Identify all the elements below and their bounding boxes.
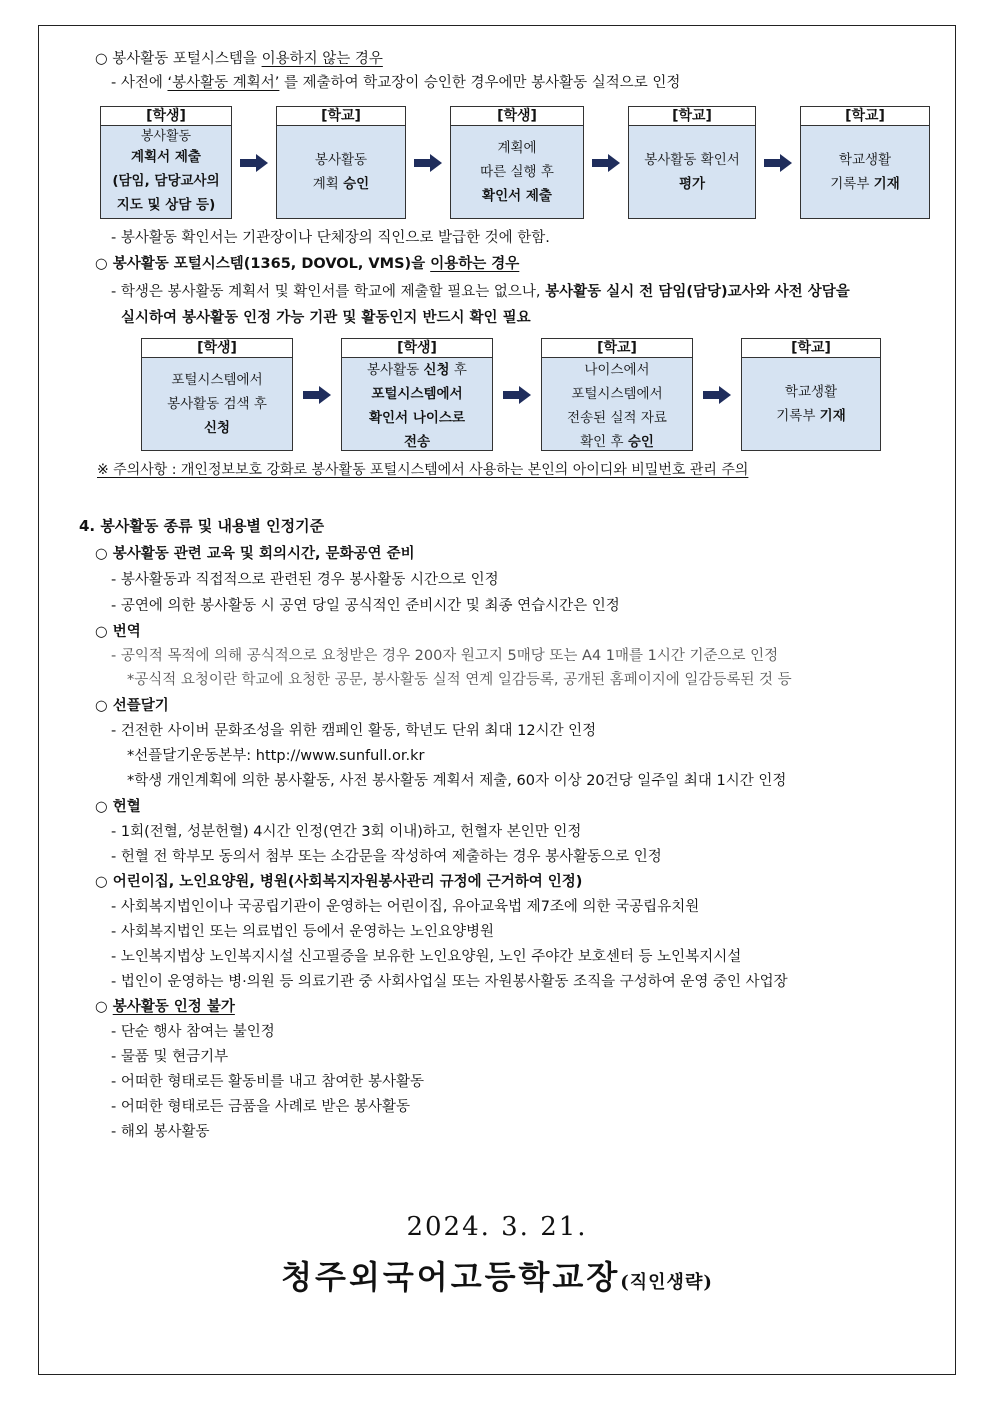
step-text: 봉사활동 bbox=[367, 362, 424, 378]
step-text-bold: 신청 bbox=[423, 362, 450, 378]
step-body bbox=[142, 358, 292, 450]
arrow-right-icon bbox=[240, 154, 268, 172]
step-body bbox=[277, 126, 405, 218]
step-line: 봉사활동 bbox=[140, 128, 192, 144]
caution-note: ※ 주의사항 : 개인정보보호 강화로 봉사활동 포털시스템에서 사용하는 본인의 아이디와 비밀번호 관리 주의 bbox=[97, 462, 749, 478]
portal-step-2 bbox=[341, 338, 493, 451]
heading-text: ○ 봉사활동 포털시스템(1365, DOVOL, VMS)을 bbox=[95, 256, 431, 272]
s6-item: - 어떠한 형태로든 금품을 사례로 받은 봉사활동 bbox=[111, 1099, 411, 1115]
arrow-right-icon bbox=[503, 386, 531, 404]
step-text: 확인 후 bbox=[580, 434, 628, 450]
s5-item: - 노인복지법상 노인복지시설 신고필증을 보유한 노인요양원, 노인 주야간 보호센터 등 노인복지시설 bbox=[111, 949, 742, 965]
step-line: (담임, 담당교사의 bbox=[112, 172, 220, 189]
step-line: 따른 실행 후 bbox=[480, 164, 554, 180]
s3-heading: ○ 선플달기 bbox=[95, 698, 169, 714]
note-text: - 사전에 bbox=[111, 75, 168, 91]
step-line: 지도 및 상담 등) bbox=[116, 196, 216, 213]
section-portal-note-2: 실시하여 봉사활동 인정 가능 기관 및 활동인지 반드시 확인 필요 bbox=[121, 310, 531, 326]
step-body bbox=[801, 126, 929, 218]
step-line: 봉사활동 검색 후 bbox=[167, 396, 267, 412]
s3-note: *선플달기운동본부: http://www.sunfull.or.kr bbox=[127, 748, 425, 764]
document-date: 2024. 3. 21. bbox=[406, 1212, 588, 1242]
step-header: [학생] bbox=[342, 339, 492, 358]
step-text: 기록부 bbox=[830, 176, 874, 192]
section-portal-heading bbox=[95, 253, 519, 275]
step-body bbox=[101, 126, 231, 218]
step-body bbox=[542, 358, 692, 454]
step-header: [학생] bbox=[142, 339, 292, 358]
step-text-bold: 기재 bbox=[819, 408, 846, 424]
step-line: 평가 bbox=[678, 176, 706, 192]
s2-heading: ○ 번역 bbox=[95, 624, 141, 640]
flow-step-3 bbox=[450, 106, 584, 219]
section-4-title: 4. 봉사활동 종류 및 내용별 인정기준 bbox=[79, 517, 325, 535]
heading-underlined: 이용하는 경우 bbox=[430, 256, 520, 272]
arrow-right-icon bbox=[414, 154, 442, 172]
step-body bbox=[451, 126, 583, 218]
note-text: 를 제출하여 학교장이 승인한 경우에만 봉사활동 실적으로 인정 bbox=[279, 75, 681, 91]
step-line: 학교생활 bbox=[838, 152, 892, 168]
section-portal-note-1 bbox=[111, 281, 850, 303]
note-bold: 봉사활동 실시 전 담임(담당)교사와 사전 상담을 bbox=[545, 284, 850, 300]
heading-underlined: 이용하지 않는 경우 bbox=[261, 51, 383, 67]
step-line bbox=[801, 172, 929, 196]
flow-portal bbox=[141, 338, 881, 451]
step-line: 학교생활 bbox=[784, 384, 838, 400]
step-line: 전송 bbox=[403, 434, 431, 450]
step-line: 계획에 bbox=[497, 140, 537, 156]
step-text-bold: 기재 bbox=[873, 176, 900, 192]
step-line bbox=[742, 404, 880, 428]
step-text-bold: 승인 bbox=[343, 176, 370, 192]
s4-item: - 헌혈 전 학부모 동의서 첨부 또는 소감문을 작성하여 제출하는 경우 봉사활동으로 인정 bbox=[111, 849, 662, 865]
step-line: 봉사활동 bbox=[314, 152, 368, 168]
s6-item: - 어떠한 형태로든 활동비를 내고 참여한 봉사활동 bbox=[111, 1074, 425, 1090]
s2-item: - 공익적 목적에 의해 공식적으로 요청받은 경우 200자 원고지 5매당 또는 A4 1매를 1시간 기준으로 인정 bbox=[111, 648, 779, 664]
portal-step-3 bbox=[541, 338, 693, 451]
arrow-right-icon bbox=[303, 386, 331, 404]
s2-note: *공식적 요청이란 학교에 요청한 공문, 봉사활동 실적 연계 일감등록, 공개된 홈페이지에 일감등록된 것 등 bbox=[127, 672, 792, 688]
step-line bbox=[277, 172, 405, 196]
step-body bbox=[629, 126, 755, 218]
arrow-right-icon bbox=[703, 386, 731, 404]
step-line: 포털시스템에서 bbox=[171, 372, 263, 388]
step-text: 후 bbox=[449, 362, 467, 378]
step-line bbox=[542, 430, 692, 454]
s6-heading bbox=[95, 996, 235, 1018]
principal-title: 청주외국어고등학교장 bbox=[281, 1258, 621, 1296]
step-body bbox=[742, 358, 880, 450]
s6-item: - 단순 행사 참여는 불인정 bbox=[111, 1024, 275, 1040]
arrow-right-icon bbox=[764, 154, 792, 172]
s1-item: - 봉사활동과 직접적으로 관련된 경우 봉사활동 시간으로 인정 bbox=[111, 572, 499, 588]
step-header: [학생] bbox=[101, 107, 231, 126]
step-header: [학교] bbox=[542, 339, 692, 358]
portal-step-1 bbox=[141, 338, 293, 451]
heading-text: ○ 봉사활동 포털시스템을 bbox=[95, 51, 262, 67]
s3-item: - 건전한 사이버 문화조성을 위한 캠페인 활동, 학년도 단위 최대 12시간 인정 bbox=[111, 723, 597, 739]
flow-step-5 bbox=[800, 106, 930, 219]
step-line: 확인서 제출 bbox=[482, 188, 552, 204]
step-header: [학교] bbox=[277, 107, 405, 126]
step-line: 포털시스템에서 bbox=[571, 386, 663, 402]
section-no-portal-footnote: - 봉사활동 확인서는 기관장이나 단체장의 직인으로 발급한 것에 한함. bbox=[111, 230, 550, 246]
step-line: 전송된 실적 자료 bbox=[567, 410, 667, 426]
s6-item: - 물품 및 현금기부 bbox=[111, 1049, 229, 1065]
note-underlined: ‘봉사활동 계획서’ bbox=[167, 75, 280, 91]
heading-text: ○ bbox=[95, 999, 113, 1015]
s6-item: - 해외 봉사활동 bbox=[111, 1124, 210, 1140]
s5-item: - 사회복지법인이나 국공립기관이 운영하는 어린이집, 유아교육법 제7조에 의한 국공립유치원 bbox=[111, 899, 700, 915]
step-line bbox=[342, 358, 492, 382]
s5-item: - 법인이 운영하는 병·의원 등 의료기관 중 사회사업실 또는 자원봉사활동 조직을 구성하여 운영 중인 사업장 bbox=[111, 974, 788, 990]
step-line: 포털시스템에서 bbox=[371, 386, 463, 402]
flow-step-4 bbox=[628, 106, 756, 219]
section-no-portal-heading bbox=[95, 48, 383, 70]
portal-step-4 bbox=[741, 338, 881, 451]
seal-note: (직인생략) bbox=[620, 1272, 713, 1293]
s3-note: *학생 개인계획에 의한 봉사활동, 사전 봉사활동 계획서 제출, 60자 이상 20건당 일주일 최대 1시간 인정 bbox=[127, 773, 787, 789]
step-text: 계획 bbox=[312, 176, 344, 192]
step-body bbox=[342, 358, 492, 454]
step-header: [학교] bbox=[742, 339, 880, 358]
step-line: 신청 bbox=[203, 420, 231, 436]
flow-no-portal bbox=[100, 106, 930, 219]
s1-item: - 공연에 의한 봉사활동 시 공연 당일 공식적인 준비시간 및 최종 연습시간은 인정 bbox=[111, 598, 620, 614]
s4-heading: ○ 헌혈 bbox=[95, 799, 141, 815]
heading-underlined: 봉사활동 인정 불가 bbox=[112, 999, 235, 1015]
step-header: [학교] bbox=[801, 107, 929, 126]
step-line: 나이스에서 bbox=[584, 362, 650, 378]
step-line: 확인서 나이스로 bbox=[369, 410, 465, 426]
step-text-bold: 승인 bbox=[627, 434, 654, 450]
s1-heading: ○ 봉사활동 관련 교육 및 회의시간, 문화공연 준비 bbox=[95, 546, 415, 562]
s4-item: - 1회(전혈, 성분헌혈) 4시간 인정(연간 3회 이내)하고, 헌혈자 본인만 인정 bbox=[111, 824, 582, 840]
step-header: [학교] bbox=[629, 107, 755, 126]
note-text: - 학생은 봉사활동 계획서 및 확인서를 학교에 제출할 필요는 없으나, bbox=[111, 284, 546, 300]
s5-item: - 사회복지법인 또는 의료법인 등에서 운영하는 노인요양병원 bbox=[111, 924, 495, 940]
document-page bbox=[38, 25, 956, 1375]
flow-step-1 bbox=[100, 106, 232, 219]
arrow-right-icon bbox=[592, 154, 620, 172]
step-text: 기록부 bbox=[776, 408, 820, 424]
step-line: 봉사활동 확인서 bbox=[644, 152, 740, 168]
section-no-portal-note bbox=[111, 72, 680, 94]
step-line: 계획서 제출 bbox=[131, 148, 201, 165]
s5-heading: ○ 어린이집, 노인요양원, 병원(사회복지자원봉사관리 규정에 근거하여 인정) bbox=[95, 874, 583, 890]
step-header: [학생] bbox=[451, 107, 583, 126]
flow-step-2 bbox=[276, 106, 406, 219]
signature-block bbox=[39, 1252, 955, 1298]
